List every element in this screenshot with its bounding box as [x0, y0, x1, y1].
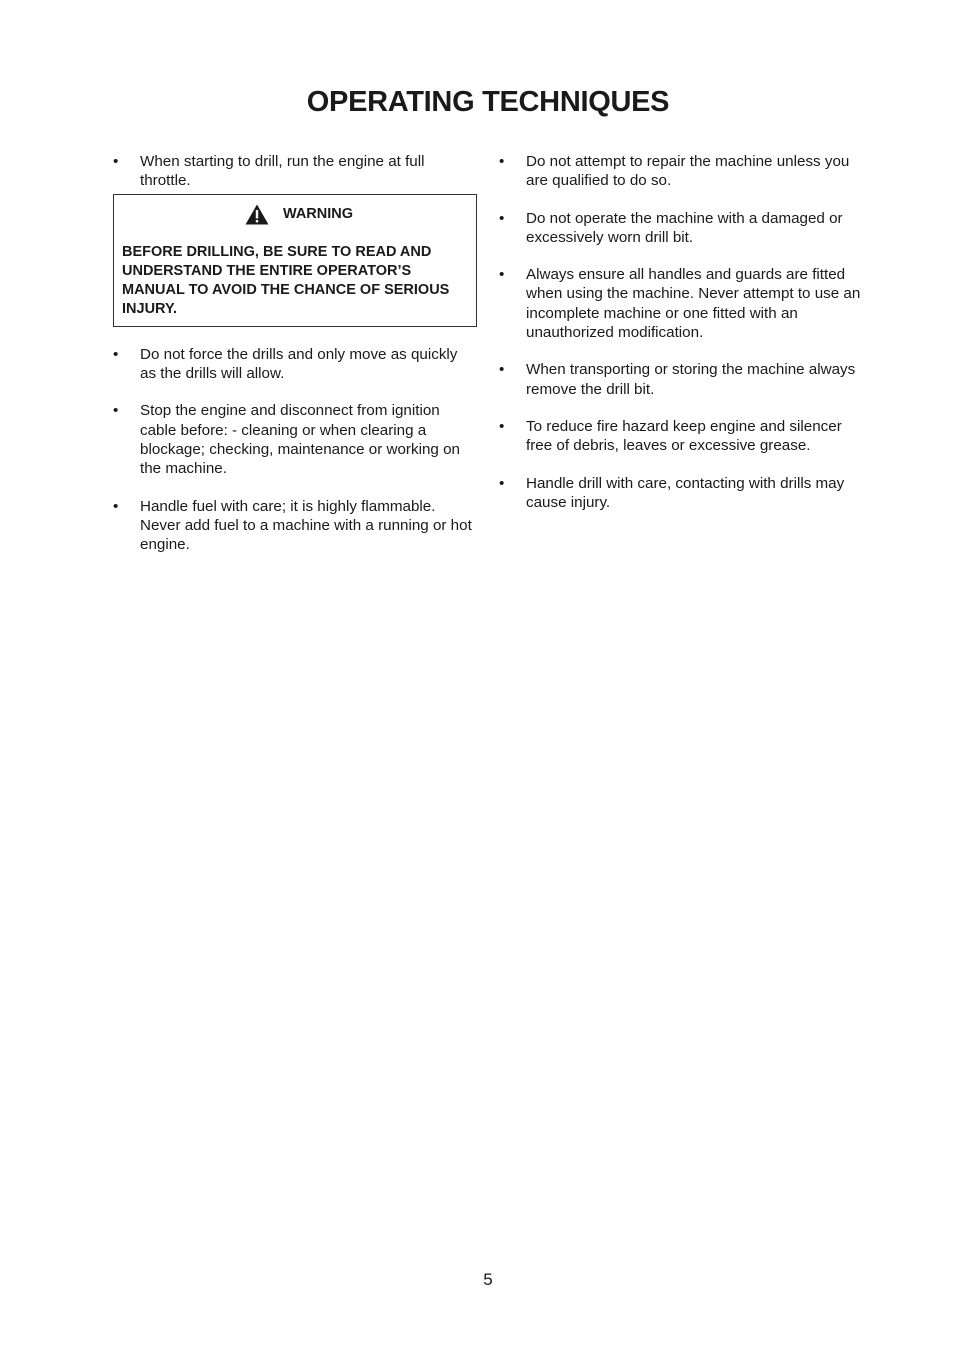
bullet: •	[499, 417, 505, 435]
list-item	[499, 265, 869, 342]
page-title: OPERATING TECHNIQUES	[306, 86, 670, 118]
list-item-text: Handle fuel with care; it is highly flammable. Never add fuel to a machine with a running or hot engine.	[140, 497, 472, 554]
page-number: 5	[483, 1270, 493, 1289]
list-item-text: To reduce fire hazard keep engine and silencer free of debris, leaves or excessive grease.	[526, 417, 842, 455]
list-item	[113, 497, 477, 555]
bullet: •	[499, 153, 505, 170]
bullet: •	[499, 209, 505, 227]
warning-triangle-icon	[245, 204, 269, 225]
list-item	[499, 152, 869, 191]
list-item-text: Always ensure all handles and guards are fitted when using the machine. Never attempt to use an incomplete machine or one fitted with an unauthorized modification.	[526, 266, 861, 342]
bullet: •	[113, 402, 119, 420]
list-item	[113, 401, 477, 478]
bullet: •	[499, 361, 505, 379]
bullet: •	[113, 153, 119, 170]
list-item	[499, 360, 869, 399]
list-item	[499, 417, 869, 456]
left-column	[113, 152, 477, 572]
warning-box	[113, 194, 477, 327]
list-item-text: When transporting or storing the machine always remove the drill bit.	[526, 361, 856, 398]
list-item	[113, 345, 477, 384]
warning-text: BEFORE DRILLING, BE SURE TO READ AND UNDERSTAND THE ENTIRE OPERATOR’S MANUAL TO AVOID THE CHANCE OF SERIOUS INJURY.	[122, 243, 450, 318]
warning-header	[122, 204, 468, 225]
list-item-text: Stop the engine and disconnect from ignition cable before: - cleaning or when clearing a blockage; checking, maintenance or working on the machine.	[140, 402, 460, 478]
list-item-text: Handle drill with care, contacting with drills may cause injury.	[526, 474, 845, 511]
list-item-text: Do not force the drills and only move as quickly as the drills will allow.	[140, 345, 458, 383]
list-item-text: Do not operate the machine with a damaged or excessively worn drill bit.	[526, 209, 843, 246]
right-column	[499, 152, 869, 530]
bullet: •	[113, 497, 119, 515]
bullet: •	[499, 266, 505, 284]
bullet: •	[113, 345, 119, 363]
list-item-text: When starting to drill, run the engine at full throttle.	[140, 153, 425, 190]
list-item	[499, 474, 869, 513]
list-item	[499, 209, 869, 248]
bullet: •	[499, 474, 505, 492]
list-item-text: Do not attempt to repair the machine unless you are qualified to do so.	[526, 153, 850, 190]
list-item	[113, 152, 477, 191]
warning-label: WARNING	[282, 206, 354, 223]
